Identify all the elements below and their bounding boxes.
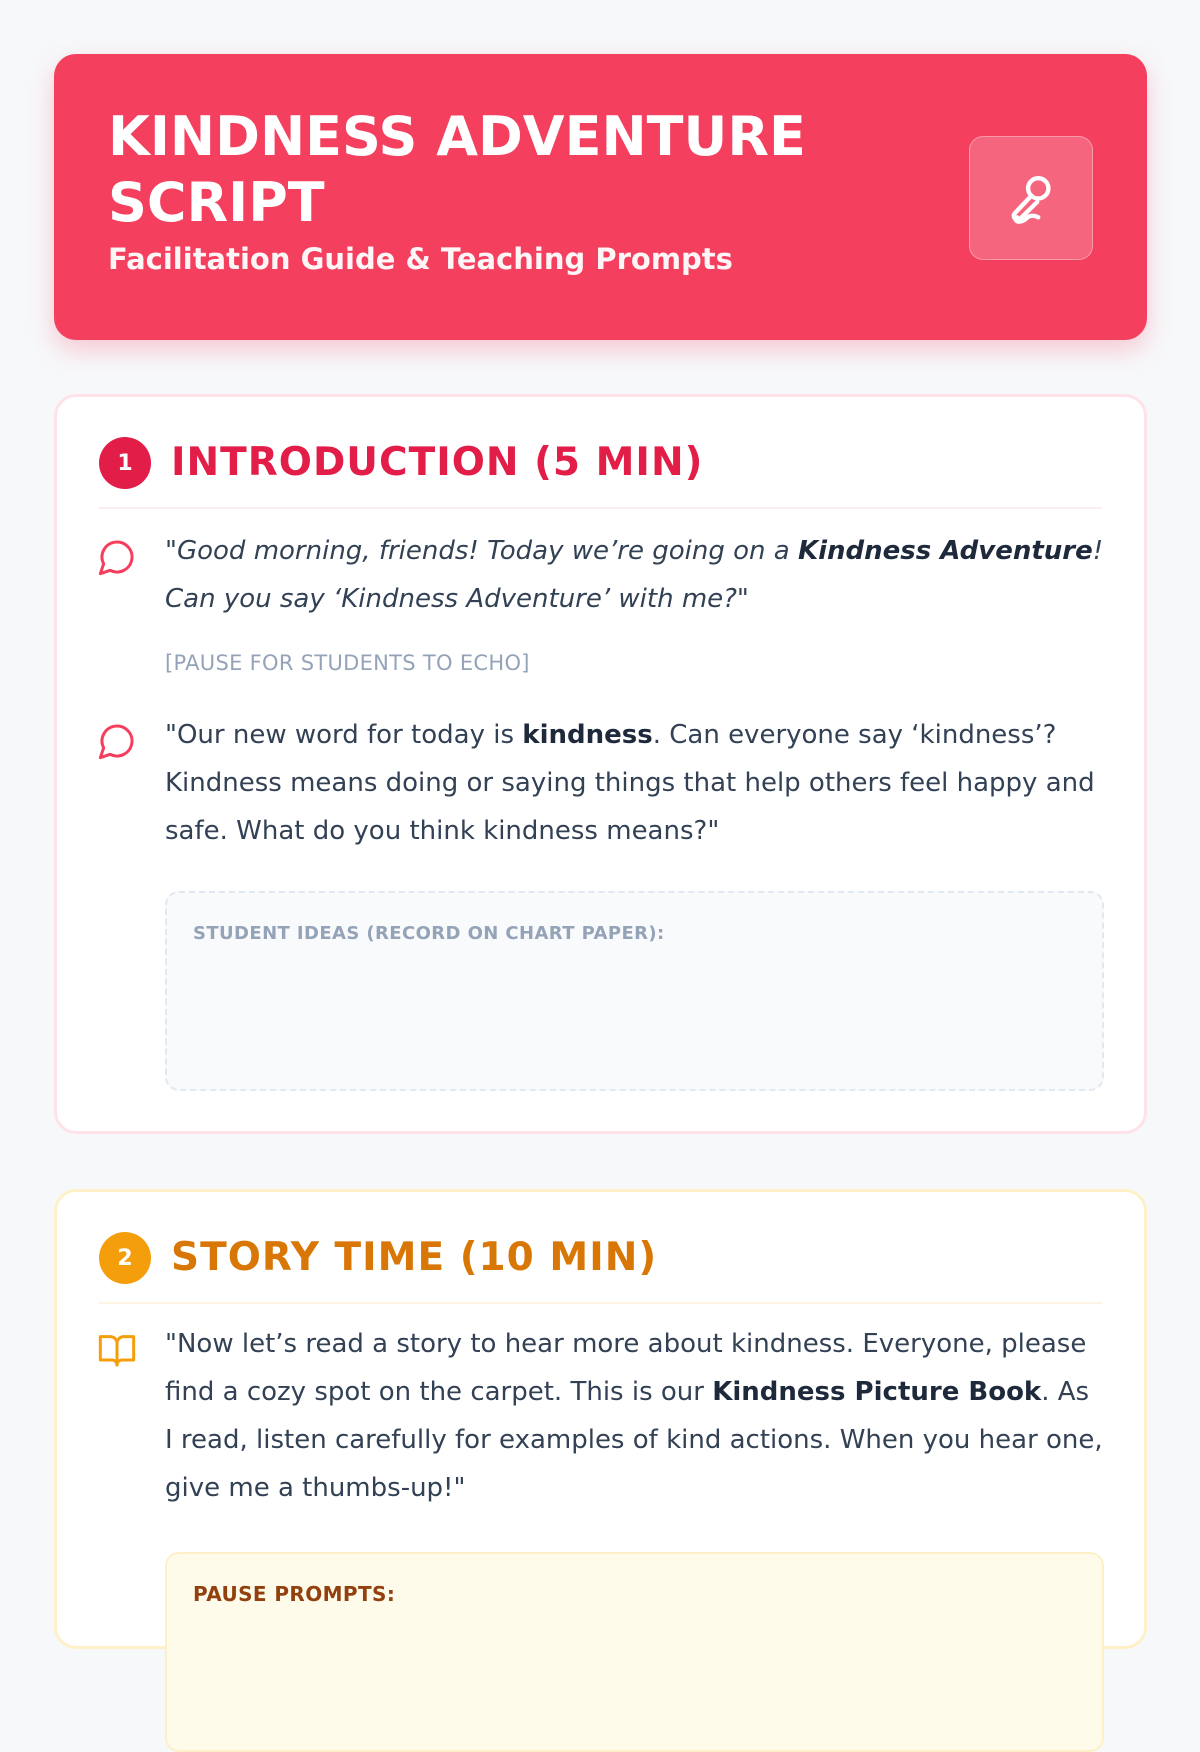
pause-prompts-box xyxy=(165,1552,1104,1752)
section-introduction xyxy=(54,394,1147,1134)
speech-bubble-icon xyxy=(97,721,137,761)
open-book-icon xyxy=(97,1330,137,1370)
student-ideas-label: STUDENT IDEAS (RECORD ON CHART PAPER): xyxy=(193,923,665,944)
microphone-button[interactable] xyxy=(969,136,1093,260)
section-title: INTRODUCTION (5 MIN) xyxy=(171,440,704,485)
page-subtitle: Facilitation Guide & Teaching Prompts xyxy=(108,242,733,276)
script-line: "Now let’s read a story to hear more about kindness. Everyone, please find a cozy spot on the carpet. This is our Kindness Picture Book. As I read, listen carefully for examples of kind actions. When you hear one, give me a thumbs-up!" xyxy=(165,1329,1103,1503)
microphone-icon xyxy=(1002,169,1060,227)
speech-bubble-icon xyxy=(97,537,137,577)
script-header xyxy=(54,54,1147,340)
section-number-badge: 2 xyxy=(99,1232,151,1284)
section-header xyxy=(99,1232,1102,1304)
page-title: KINDNESS ADVENTURE SCRIPT xyxy=(108,105,806,234)
section-story-time xyxy=(54,1189,1147,1649)
section-number-badge: 1 xyxy=(99,437,151,489)
pause-note: [PAUSE FOR STUDENTS TO ECHO] xyxy=(165,651,530,675)
section-title: STORY TIME (10 MIN) xyxy=(171,1235,658,1280)
script-line: "Our new word for today is kindness. Can everyone say ‘kindness’? Kindness means doing or saying things that help others feel happy and safe. What do you think kindness means?" xyxy=(165,720,1095,846)
script-line: "Good morning, friends! Today we’re going on a Kindness Adventure! Can you say ‘Kindness Adventure’ with me?" xyxy=(165,536,1104,614)
student-ideas-box[interactable] xyxy=(165,891,1104,1091)
section-header xyxy=(99,437,1102,509)
pause-prompts-label: PAUSE PROMPTS: xyxy=(193,1582,396,1606)
